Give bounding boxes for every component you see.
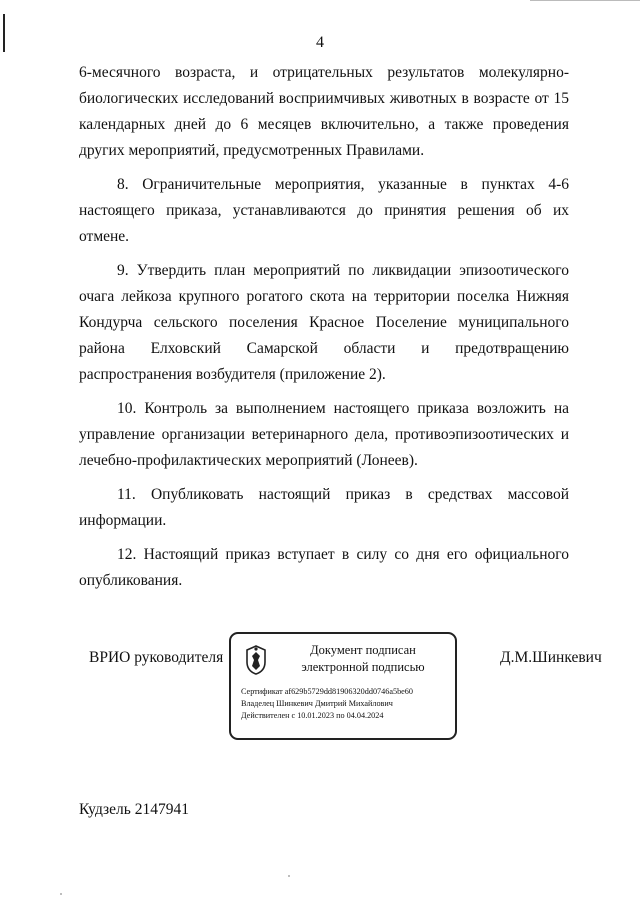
stamp-details xyxy=(241,686,413,722)
page-number: 4 xyxy=(316,34,324,51)
electronic-signature-stamp xyxy=(229,632,457,740)
coat-of-arms-icon xyxy=(243,644,269,676)
stamp-title-line2: электронной подписью xyxy=(301,660,425,674)
document-body xyxy=(79,60,569,602)
scan-speck xyxy=(288,875,290,877)
scan-speck xyxy=(60,893,62,895)
paragraph-10: 10. Контроль за выполнением настоящего приказа возложить на управление организации ветеринарного дела, противоэпизоотических и лечебно-профилактических мероприятий (Лонеев). xyxy=(79,400,569,469)
stamp-owner: Владелец Шинкевич Дмитрий Михайлович xyxy=(241,699,393,708)
paragraph-9: 9. Утвердить план мероприятий по ликвидации эпизоотического очага лейкоза крупного рогатого скота на территории поселка Нижняя Кондурча сельского поселения Красное Поселение муниципального района Елховский Самарской области и предотвращению распространения возбудителя (приложение 2). xyxy=(79,262,569,383)
stamp-certificate: Сертификат af629b5729dd81906320dd0746a5be60 xyxy=(241,687,413,696)
paragraph-11: 11. Опубликовать настоящий приказ в средствах массовой информации. xyxy=(79,486,569,529)
executor-footer: Кудзель 2147941 xyxy=(79,801,189,818)
paragraph-8: 8. Ограничительные мероприятия, указанные в пунктах 4-6 настоящего приказа, устанавливаются до принятия решения об их отмене. xyxy=(79,176,569,245)
stamp-title-line1: Документ подписан xyxy=(310,643,416,657)
stamp-validity: Действителен с 10.01.2023 по 04.04.2024 xyxy=(241,711,384,720)
signer-name: Д.М.Шинкевич xyxy=(500,649,602,666)
paragraph-12: 12. Настоящий приказ вступает в силу со дня его официального опубликования. xyxy=(79,546,569,589)
signer-position: ВРИО руководителя xyxy=(89,649,224,666)
stamp-caption xyxy=(275,642,451,676)
scan-top-line xyxy=(530,0,640,1)
paragraph-continuation: 6-месячного возраста, и отрицательных результатов молекулярно-биологических исследований восприимчивых животных в возрасте от 15 календарных дней до 6 месяцев включительно, а также проведения других мероприятий, предусмотренных Правилами. xyxy=(79,64,569,159)
